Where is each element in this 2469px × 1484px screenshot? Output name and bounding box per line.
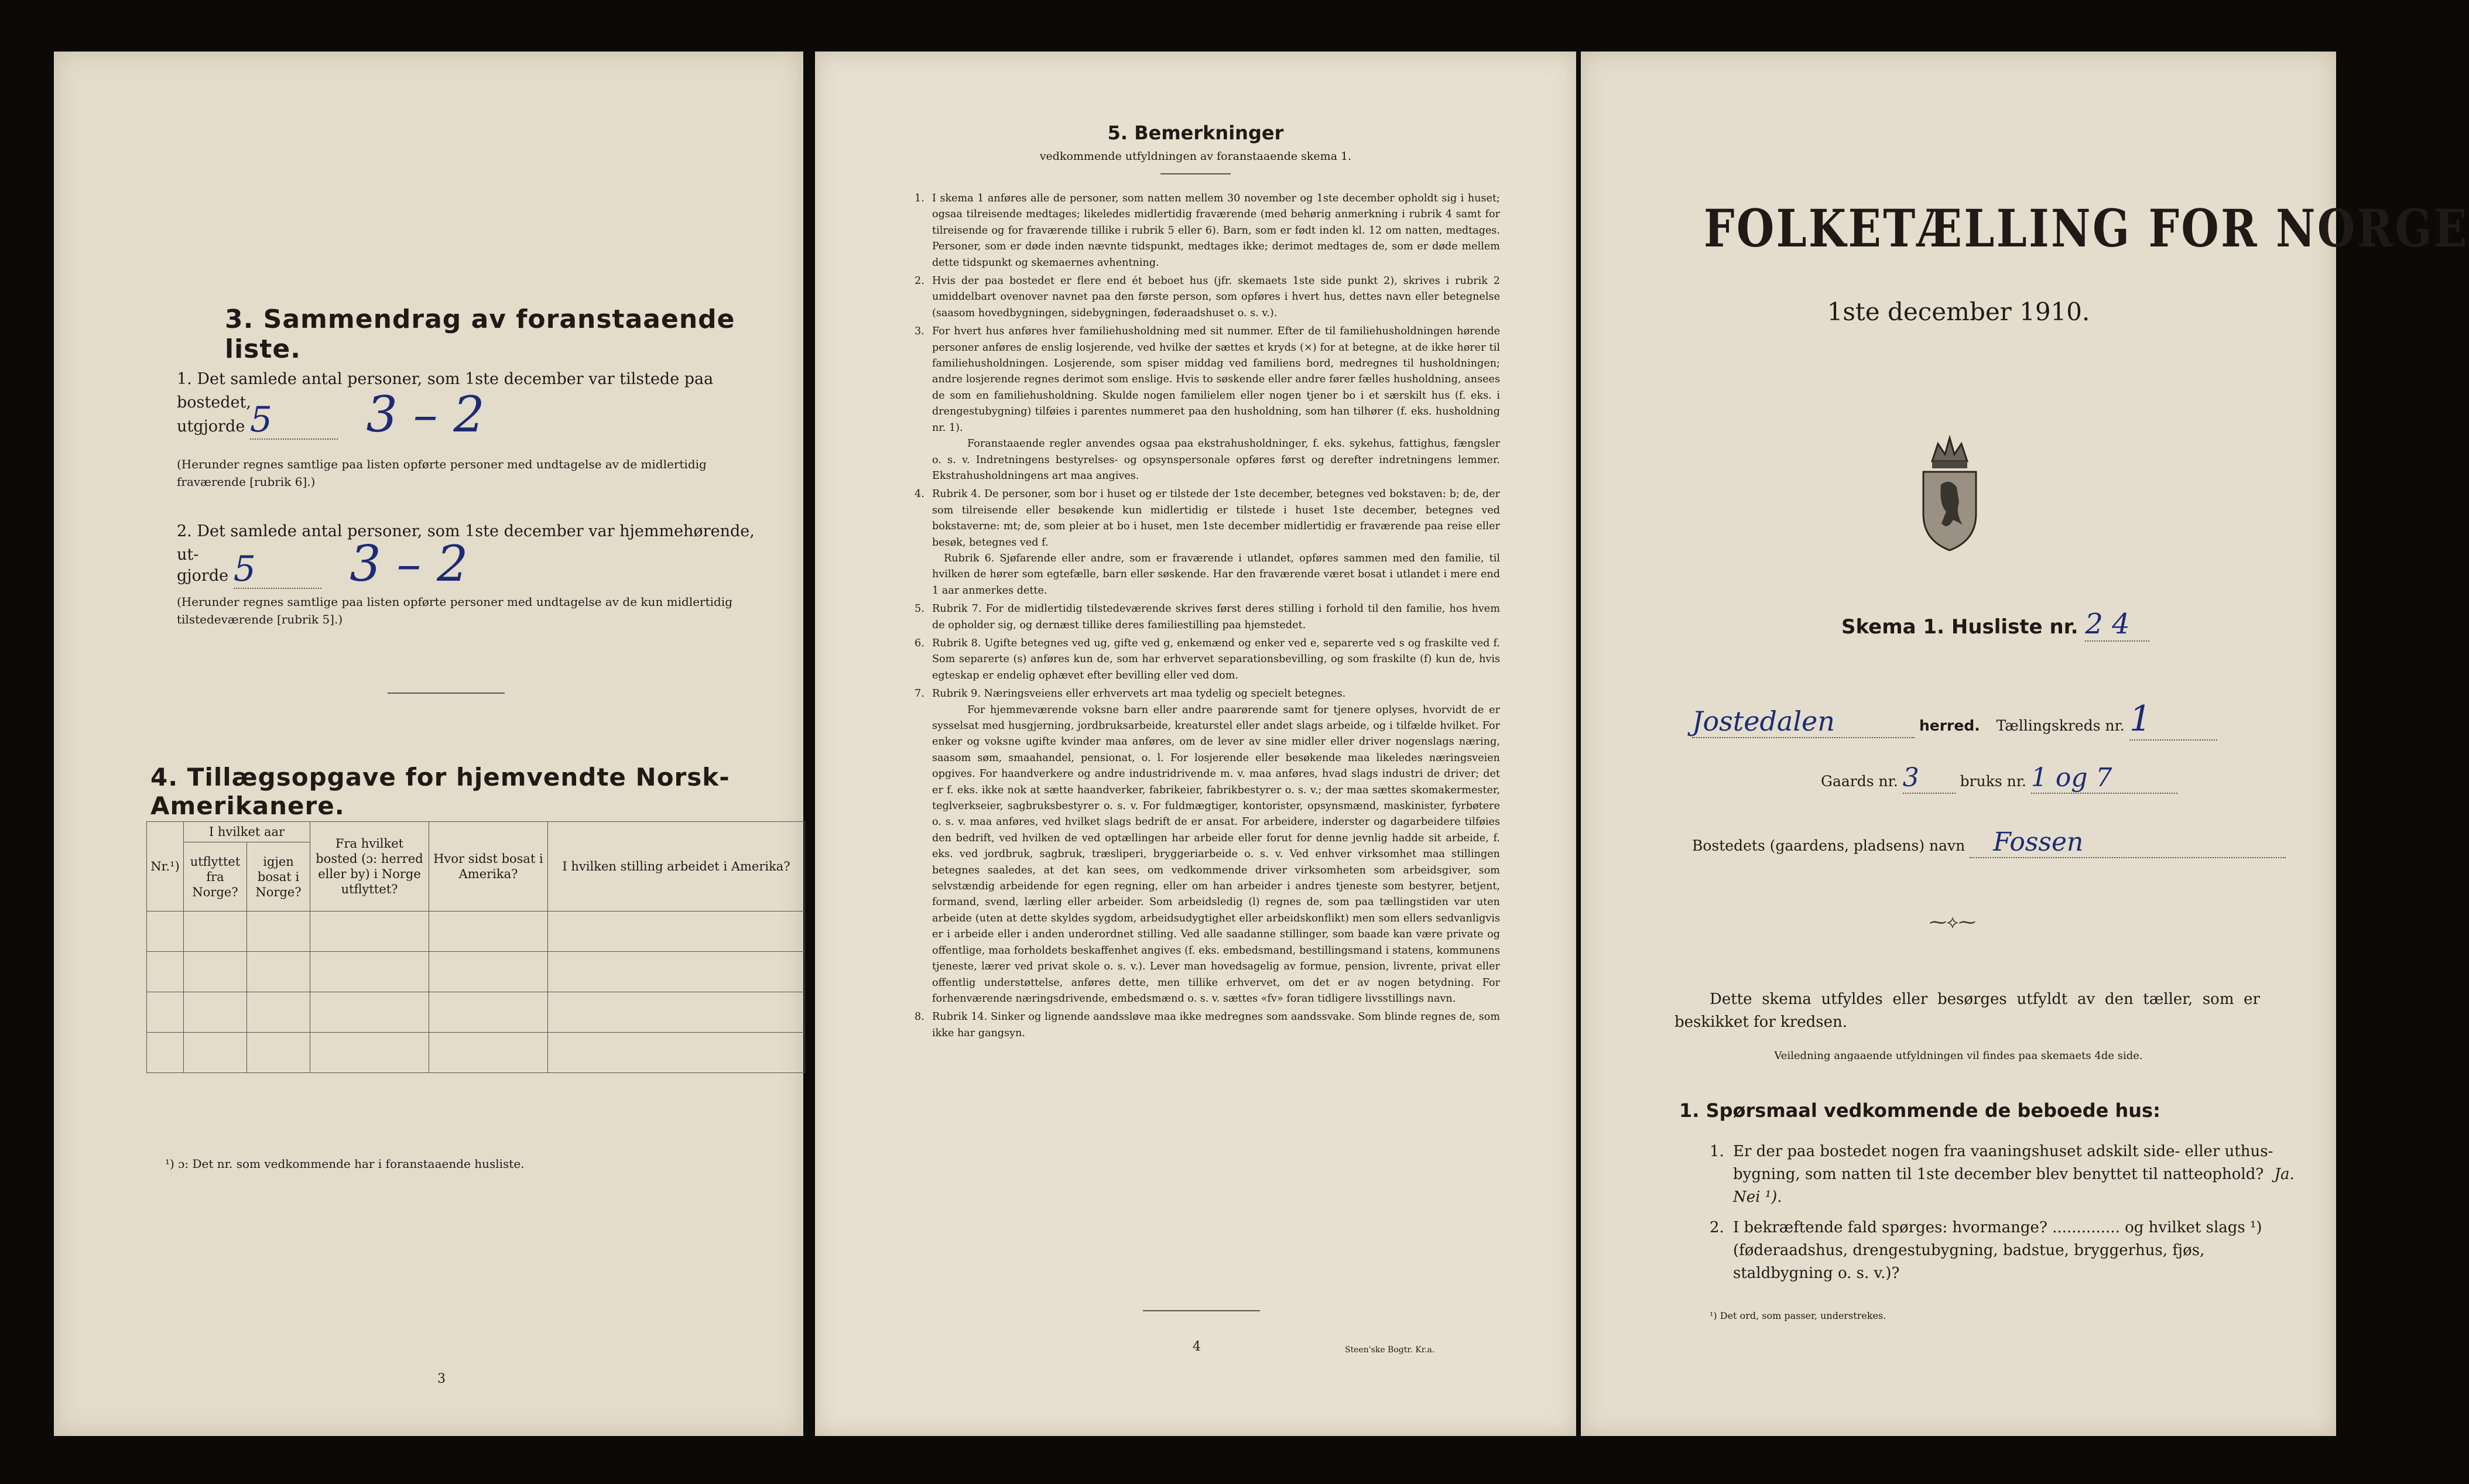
norsk-amerikanere-table <box>146 821 805 1073</box>
table-row <box>147 1033 805 1073</box>
page-number-middle: 4 <box>1193 1339 1201 1354</box>
bosted-line <box>1692 827 2313 858</box>
bruks-handwriting: 1 og 7 <box>2030 763 2112 793</box>
section4-heading: 4. Tillægsopgave for hjemvendte Norsk-Amerikanere. <box>150 763 730 820</box>
kreds-label: Tællingskreds nr. <box>1996 717 2125 734</box>
q1-heading: 1. Spørsmaal vedkommende de beboede hus: <box>1679 1099 2160 1122</box>
remark-item: 6. Rubrik 8. Ugifte betegnes ved ug, gifte ved g, enkemænd og enker ved e, separerte ved s og fraskilte ved f. Som separerte (s) anføres kun de, som har erhvervet separationsbevilling, og som fraskilte (f) kun de, hvis egteskap er endelig ophævet efter bevilling eller ved dom. <box>915 637 1500 681</box>
q1-item-1: 1. Er der paa bostedet nogen fra vaaningshuset adskilt side- eller uthus-bygning, som natten til 1ste december blev benyttet til natteophold? Ja. Nei ¹). <box>1710 1143 2295 1206</box>
husliste-handwriting: 2 4 <box>2085 608 2130 640</box>
gaards-label: Gaards nr. <box>1821 773 1898 790</box>
remarks-subheading: vedkommende utfyldningen av foranstaaende skema 1. <box>1039 150 1352 163</box>
bosted-label: Bostedets (gaardens, pladsens) navn <box>1692 837 1965 854</box>
item1-handwriting-2: 3 – 2 <box>366 386 485 443</box>
remark-item: 7. Rubrik 9. Næringsveiens eller erhvervets art maa tydelig og specielt betegnes. For hjemmeværende voksne barn eller andre paarørende samt for tjenere oplyses, hvorvidt de er sysselsat med husgjerning, jordbruksarbeide, kreaturstel eller andet slags arbeide, og i tilfælde hvilket. For enker og voksne ugifte kvinder maa anføres, om de lever av sine midler eller driver nogenslags næring, saasom søm, smaahandel, pensionat, o. l. For losjerende eller besøkende maa likeledes næringsveien opgives. For haandverkere og andre industridrivende m. v. maa anføres, hvad slags industri de driver; det er f. eks. ikke nok at sætte haandverker, fabrikeier, fabrikbestyrer o. s. v.; der maa sættes skomakermester, teglverkseier, sagbruksbestyrer o. s. v. For fuldmægtiger, kontorister, opsynsmænd, maskinister, fyrbøtere o. s. v. maa anføres, ved hvilket slags bedrift de er ansat. For arbeidere, inderster og dagarbeidere tilføies den bedrift, ved hvilken de ved optællingen har arbeide eller forut for denne jevnlig hadde sit arbeide, f. eks. ved jordbruk, sagbruk, træsliperi, bryggeriarbeide o. s. v. Ved enhver virksomhet maa stillingen betegnes saaledes, at det kan sees, om vedkommende driver virksomheten som arbeidsgiver, som selvstændig arbeidende for egen regning, eller om han arbeider i andres tjeneste som bestyrer, betjent, formand, svend, lærling eller arbeider. Som arbeidsledig (l) regnes de, som paa tællingstiden var uten arbeide (uten at dette skyldes sygdom, arbeidsudygtighet eller arbeidskonflikt) men som ellers sedvanligvis er i arbeide eller i anden underordnet stilling. Ved alle saadanne stillinger, som baade kan være private og offentlige, maa forholdets beskaffenhet angives (f. eks. embedsmand, bestillingsmand i statens, kommunens tjeneste, lærer ved privat skole o. s. v.). Lever man hovedsagelig av formue, pension, livrente, privat eller offentlig understøttelse, anføres dette, men tillike erhvervet, om det er av nogen betydning. For forhenværende næringsdrivende, embedsmænd o. s. v. sættes «fv» foran tidligere livsstillings navn. <box>915 688 1500 1005</box>
herred-label: herred. <box>1919 717 1980 734</box>
herred-line <box>1692 698 2307 741</box>
gaards-field[interactable] <box>1903 763 1956 794</box>
col-year-group: I hvilket aar <box>184 822 310 842</box>
remark-item: 3. For hvert hus anføres hver familiehusholdning med sit nummer. Efter de til familiehusholdningen hørende personer anføres de enslig losjerende, ved hvilke der sættes et kryds (×) for at betegne, at de ikke hører til familiehusholdningen. Losjerende, som spiser middag ved familiens bord, medregnes til husholdningen; andre losjerende regnes derimot som enslige. Hvis to søskende eller andre fører fælles husholdning, ansees de som en familiehusholdning. Skulde nogen familielem eller nogen tjener bo i et særskilt hus (f. eks. i drengestubygning) tilføies i parentes nummeret paa den husholdning, som han tilhører (f. eks. husholdning nr. 1). Foranstaaende regler anvendes ogsaa paa ekstrahusholdninger, f. eks. sykehus, fattighus, fængsler o. s. v. Indretningens bestyrelses- og opsynspersonale opføres først og derefter indretningens lemmer. Ekstrahusholdningens art maa angives. <box>915 325 1500 482</box>
col-last-residence: Hvor sidst bosat i Amerika? <box>429 822 548 911</box>
section4-footnote: ¹) ɔ: Det nr. som vedkommende har i foranstaaende husliste. <box>165 1157 525 1171</box>
remark-item: 5. Rubrik 7. For de midlertidig tilstedeværende skrives først deres stilling i forhold til den familie, hos hvem de opholder sig, og dernæst tillike deres familiestilling paa hjemstedet. <box>915 603 1500 631</box>
husliste-field[interactable] <box>2085 608 2149 642</box>
bosted-field[interactable] <box>1970 827 2286 858</box>
item1-prefix: utgjorde <box>177 417 245 436</box>
kreds-field[interactable] <box>2129 698 2217 741</box>
page-left <box>54 52 803 1436</box>
table-row <box>147 992 805 1033</box>
q1-item-2: 2. I bekræftende fald spørges: hvormange? .............. og hvilket slags ¹) (føderaadshus, drengestubygning, badstue, bryggerhus, fjøs, staldbygning o. s. v.)? <box>1710 1219 2262 1282</box>
bruks-label: bruks nr. <box>1960 773 2026 790</box>
table-row <box>147 952 805 992</box>
intro-note: Veiledning angaaende utfyldningen vil findes paa skemaets 4de side. <box>1774 1050 2143 1062</box>
col-from-where: Fra hvilket bosted (ɔ: herred eller by) i Norge utflyttet? <box>310 822 429 911</box>
section3-item1-line1: 1. Det samlede antal personer, som 1ste december var tilstede paa bostedet, <box>177 370 714 412</box>
q1-1-answer: Ja. Nei ¹). <box>1733 1166 2295 1206</box>
right-footnote: ¹) Det ord, som passer, understrekes. <box>1710 1310 1886 1321</box>
intro-text: Dette skema utfyldes eller besørges utfyldt av den tæller, som er beskikket for kredsen. <box>1674 991 2260 1031</box>
bosted-handwriting: Fossen <box>1993 827 2084 857</box>
page-right <box>1581 52 2469 1436</box>
divider <box>388 693 505 694</box>
item2-prefix: gjorde <box>177 567 229 585</box>
col-emigrated: utflyttet fra Norge? <box>184 842 247 911</box>
section3-item2-note: (Herunder regnes samtlige paa listen opførte personer med undtagelse av de kun midlertidig tilstedeværende [rubrik 5].) <box>177 595 733 626</box>
gaards-handwriting: 3 <box>1902 763 1919 793</box>
divider <box>1143 1310 1260 1311</box>
census-title: FOLKETÆLLING FOR NORGE <box>1704 198 2469 259</box>
item2-handwriting-2: 3 – 2 <box>350 535 468 592</box>
remark-item: 8. Rubrik 14. Sinker og lignende aandssløve maa ikke medregnes som aandssvake. Som blinde regnes de, som ikke har gangsyn. <box>915 1011 1500 1039</box>
item2-handwriting: 5 <box>233 549 256 590</box>
section3-item1-note: (Herunder regnes samtlige paa listen opførte personer med undtagelse av de midlertidig fraværende [rubrik 6].) <box>177 457 707 489</box>
kreds-handwriting: 1 <box>2129 698 2152 739</box>
section3-item1-line2 <box>177 386 485 443</box>
remark-item: 2. Hvis der paa bostedet er flere end ét beboet hus (jfr. skemaets 1ste side punkt 2), skrives i rubrik 2 umiddelbart ovenover navnet paa den første person, som opføres i hvert hus, dettes navn eller betegnelse (saasom hovedbygningen, sidebygningen, føderaadshuset o. s. v.). <box>915 275 1500 319</box>
table-row <box>147 911 805 952</box>
page-number-left: 3 <box>437 1372 446 1386</box>
page-middle <box>815 52 1576 1436</box>
section3-item2-line2 <box>177 535 468 592</box>
herred-field[interactable] <box>1692 705 1915 738</box>
remark-item: 4. Rubrik 4. De personer, som bor i huset og er tilstede der 1ste december, betegnes ved bokstaven: b; de, der som tilreisende eller besøkende kun midlertidig er tilstede i huset 1ste december, betegnes ved bokstaverne: mt; de, som pleier at bo i huset, men 1ste december midlertidig er fraværende paa reise eller besøk, betegnes ved f. Rubrik 6. Sjøfarende eller andre, som er fraværende i utlandet, opføres sammen med den familie, til hvilken de hører som egtefælle, barn eller søskende. Har den fraværende været bosat i utlandet i mere end 1 aar anmerkes dette. <box>915 488 1500 597</box>
divider <box>1160 173 1231 174</box>
remarks-heading: 5. Bemerkninger <box>1107 122 1284 144</box>
skema-husliste: Skema 1. Husliste nr. 2 4 <box>1841 608 2149 642</box>
section3-heading: 3. Sammendrag av foranstaaende liste. <box>225 304 735 364</box>
ornament-icon: ⁓⟡⁓ <box>1929 912 1976 933</box>
col-nr: Nr.¹) <box>147 822 184 911</box>
section3-item2-line1: 2. Det samlede antal personer, som 1ste december var hjemmehørende, ut- <box>177 522 755 564</box>
item1-dotted-field <box>249 399 338 440</box>
norway-coat-of-arms-icon <box>1909 426 1991 555</box>
gaards-line <box>1821 763 2177 794</box>
bruks-field[interactable] <box>2031 763 2177 794</box>
printer-imprint: Steen'ske Bogtr. Kr.a. <box>1345 1345 1435 1355</box>
col-occupation: I hvilken stilling arbeidet i Amerika? <box>548 822 805 911</box>
herred-handwriting: Jostedalen <box>1692 705 1835 737</box>
remark-item: 1. I skema 1 anføres alle de personer, som natten mellem 30 november og 1ste december opholdt sig i huset; ogsaa tilreisende medtages; likeledes midlertidig fraværende (med behørig anmerkning i rubrik 4 samt for tilreisende og for fraværende tillike i rubrik 5 eller 6). Barn, som er født inden kl. 12 om natten, medtages. Personer, som er døde inden nævnte tidspunkt, medtages ikke; derimot medtages de, som er døde mellem dette tidspunkt og skemaernes avhentning. <box>915 193 1500 269</box>
item1-handwriting: 5 <box>249 399 273 440</box>
col-returned: igjen bosat i Norge? <box>247 842 310 911</box>
item2-dotted-field <box>233 549 321 590</box>
census-date: 1ste december 1910. <box>1827 297 2090 326</box>
remarks-list <box>915 191 1500 1044</box>
